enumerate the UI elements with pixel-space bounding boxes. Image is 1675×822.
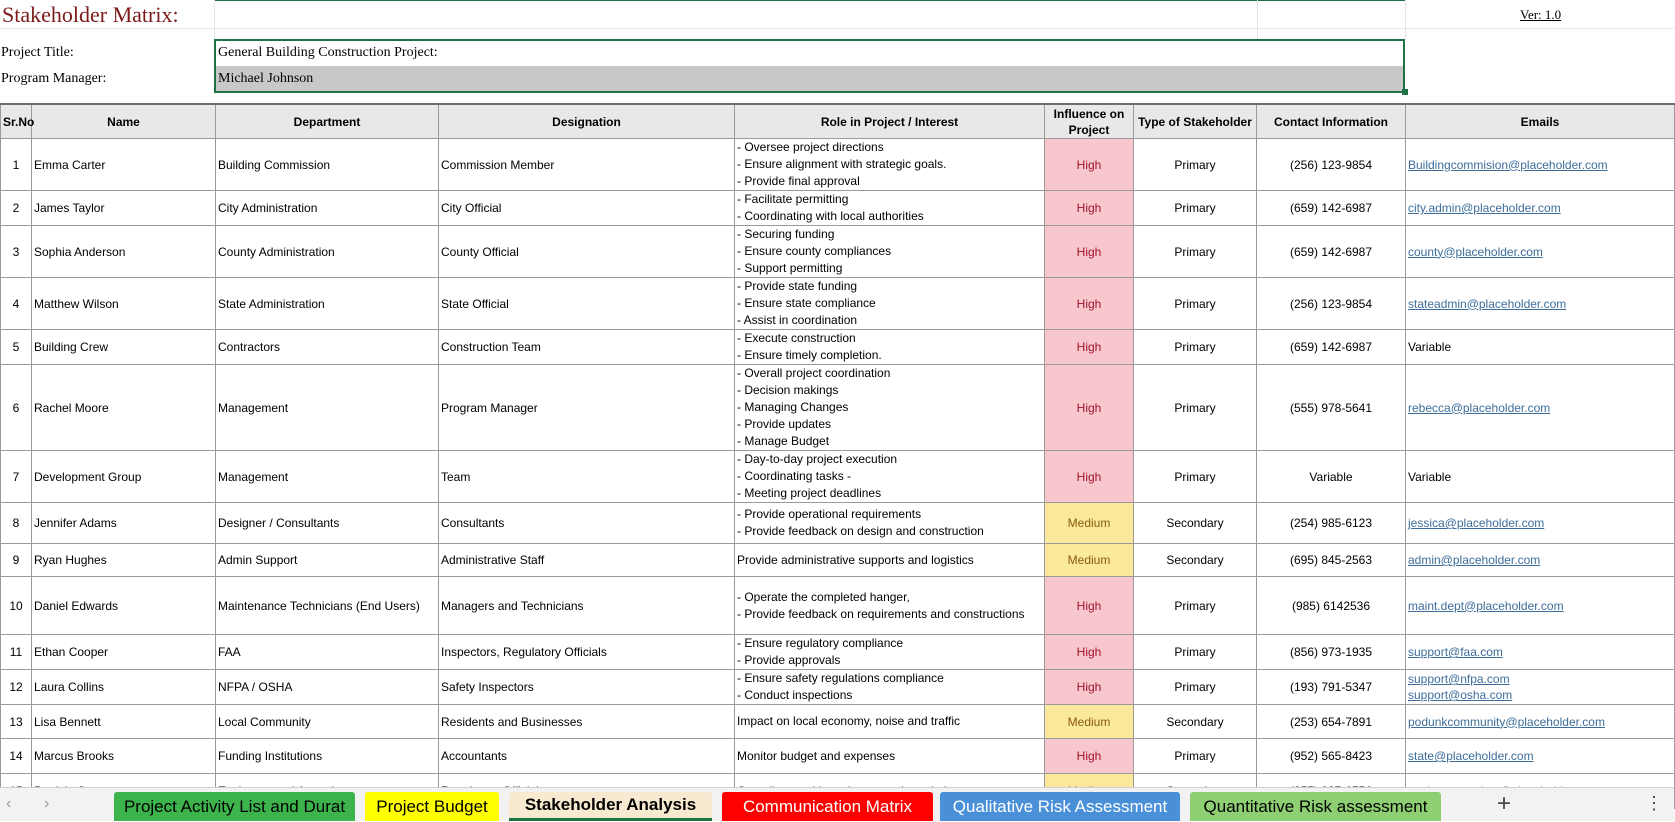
- cell-influence[interactable]: High: [1045, 739, 1134, 774]
- cell-sr-no[interactable]: 10: [1, 577, 32, 635]
- sheet-tab[interactable]: Qualitative Risk Assessment: [940, 792, 1180, 821]
- cell-name[interactable]: Marcus Brooks: [32, 739, 216, 774]
- cell-designation[interactable]: Team: [439, 451, 735, 503]
- cell-role[interactable]: [735, 635, 1045, 670]
- gridline: [1257, 0, 1258, 40]
- email-link[interactable]: admin@placeholder.com: [1408, 553, 1541, 567]
- cell-department[interactable]: Building Commission: [216, 139, 439, 191]
- version-label[interactable]: Ver: 1.0: [1520, 7, 1562, 22]
- email-link[interactable]: support@nfpa.com: [1408, 672, 1510, 686]
- cell-type[interactable]: Primary: [1134, 635, 1257, 670]
- cell-role[interactable]: [735, 705, 1045, 739]
- cell-designation[interactable]: Commission Member: [439, 139, 735, 191]
- cell-type[interactable]: Primary: [1134, 139, 1257, 191]
- cell-type[interactable]: Primary: [1134, 451, 1257, 503]
- cell-influence[interactable]: High: [1045, 330, 1134, 365]
- cell-designation[interactable]: Managers and Technicians: [439, 577, 735, 635]
- role-line: - Ensure safety regulations compliance: [737, 671, 944, 685]
- stakeholder-table: [0, 103, 1675, 809]
- email-link[interactable]: support@osha.com: [1408, 688, 1513, 702]
- sheet-tab[interactable]: Stakeholder Analysis: [509, 792, 712, 821]
- project-title-label: Project Title:: [1, 45, 74, 60]
- role-line: - Provide operational requirements: [737, 507, 922, 521]
- email-link[interactable]: Buildingcommision@placeholder.com: [1408, 157, 1608, 172]
- email-link[interactable]: rebecca@placeholder.com: [1408, 400, 1551, 415]
- cell-name[interactable]: James Taylor: [32, 191, 216, 226]
- cell-type[interactable]: Secondary: [1134, 544, 1257, 577]
- table-row: [1, 330, 1675, 365]
- header-influence[interactable]: Influence on Project: [1045, 104, 1134, 139]
- cell-role[interactable]: [735, 503, 1045, 544]
- cell-department[interactable]: State Administration: [216, 278, 439, 330]
- email-link[interactable]: podunkcommunity@placeholder.com: [1408, 714, 1605, 729]
- cell-sr-no[interactable]: 4: [1, 278, 32, 330]
- header-role[interactable]: Role in Project / Interest: [735, 104, 1045, 139]
- cell-department[interactable]: Maintenance Technicians (End Users): [216, 577, 439, 635]
- cell-emails[interactable]: [1406, 544, 1675, 577]
- table-row: [1, 670, 1675, 705]
- table-row: [1, 226, 1675, 278]
- cell-department[interactable]: County Administration: [216, 226, 439, 278]
- cell-name[interactable]: Daniel Edwards: [32, 577, 216, 635]
- cell-influence[interactable]: High: [1045, 226, 1134, 278]
- sheet-tab[interactable]: Quantitative Risk assessment: [1190, 792, 1441, 821]
- cell-designation[interactable]: Program Manager: [439, 365, 735, 451]
- cell-emails[interactable]: [1406, 705, 1675, 739]
- cell-type[interactable]: Primary: [1134, 670, 1257, 705]
- cell-contact[interactable]: (985) 6142536: [1257, 577, 1406, 635]
- role-line: - Coordinating with local authorities: [737, 209, 924, 223]
- cell-type[interactable]: Secondary: [1134, 705, 1257, 739]
- email-text: Variable: [1408, 469, 1452, 484]
- cell-designation[interactable]: Safety Inspectors: [439, 670, 735, 705]
- cell-influence[interactable]: High: [1045, 451, 1134, 503]
- cell-department[interactable]: Designer / Consultants: [216, 503, 439, 544]
- cell-designation[interactable]: Consultants: [439, 503, 735, 544]
- header-type[interactable]: Type of Stakeholder: [1134, 104, 1257, 139]
- table-row: [1, 577, 1675, 635]
- cell-contact[interactable]: (555) 978-5641: [1257, 365, 1406, 451]
- role-line: - Provide updates: [737, 417, 832, 431]
- gridline: [1405, 0, 1406, 40]
- cell-department[interactable]: NFPA / OSHA: [216, 670, 439, 705]
- cell-contact[interactable]: (256) 123-9854: [1257, 278, 1406, 330]
- cell-emails[interactable]: [1406, 330, 1675, 365]
- email-link[interactable]: county@placeholder.com: [1408, 244, 1543, 259]
- sheet-tab[interactable]: Project Activity List and Durat: [114, 792, 355, 821]
- header-sr-no[interactable]: Sr.No: [1, 104, 32, 139]
- cell-sr-no[interactable]: 7: [1, 451, 32, 503]
- gridline: [0, 28, 1674, 29]
- cell-sr-no[interactable]: 3: [1, 226, 32, 278]
- role-line: - Day-to-day project execution: [737, 452, 898, 466]
- email-link[interactable]: stateadmin@placeholder.com: [1408, 296, 1567, 311]
- cell-influence[interactable]: Medium: [1045, 503, 1134, 544]
- cell-type[interactable]: Primary: [1134, 577, 1257, 635]
- cell-contact[interactable]: (254) 985-6123: [1257, 503, 1406, 544]
- cell-role[interactable]: [735, 139, 1045, 191]
- email-link[interactable]: support@faa.com: [1408, 645, 1503, 659]
- cell-contact[interactable]: Variable: [1257, 451, 1406, 503]
- cell-influence[interactable]: Medium: [1045, 544, 1134, 577]
- cell-department[interactable]: Management: [216, 365, 439, 451]
- cell-designation[interactable]: Accountants: [439, 739, 735, 774]
- role-line: - Support permitting: [737, 261, 843, 275]
- cell-emails[interactable]: [1406, 670, 1675, 705]
- sheet-tab[interactable]: Communication Matrix: [722, 792, 933, 821]
- cell-department[interactable]: Contractors: [216, 330, 439, 365]
- role-line: - Conduct inspections: [737, 688, 853, 702]
- table-row: [1, 365, 1675, 451]
- chevron-right-icon[interactable]: ›: [44, 795, 50, 812]
- cell-role[interactable]: [735, 577, 1045, 635]
- cell-contact[interactable]: (952) 565-8423: [1257, 739, 1406, 774]
- role-line: - Ensure regulatory compliance: [737, 636, 904, 650]
- role-line: - Oversee project directions: [737, 140, 884, 154]
- cell-sr-no[interactable]: 5: [1, 330, 32, 365]
- cell-name[interactable]: Rachel Moore: [32, 365, 216, 451]
- cell-sr-no[interactable]: 8: [1, 503, 32, 544]
- cell-name[interactable]: Building Crew: [32, 330, 216, 365]
- cell-emails[interactable]: [1406, 635, 1675, 670]
- role-line: Impact on local economy, noise and traffic: [737, 714, 961, 728]
- cell-role[interactable]: [735, 365, 1045, 451]
- table-row: [1, 544, 1675, 577]
- cell-department[interactable]: City Administration: [216, 191, 439, 226]
- role-line: - Provide feedback on design and construction: [737, 524, 984, 538]
- header-designation[interactable]: Designation: [439, 104, 735, 139]
- cell-influence[interactable]: High: [1045, 365, 1134, 451]
- cell-department[interactable]: Admin Support: [216, 544, 439, 577]
- cell-type[interactable]: Primary: [1134, 330, 1257, 365]
- role-line: - Decision makings: [737, 383, 839, 397]
- cell-sr-no[interactable]: 1: [1, 139, 32, 191]
- table-row: [1, 278, 1675, 330]
- cell-sr-no[interactable]: 6: [1, 365, 32, 451]
- table-row: [1, 739, 1675, 774]
- role-line: - Provide final approval: [737, 174, 860, 188]
- role-line: - Ensure alignment with strategic goals.: [737, 157, 947, 171]
- table-row: [1, 635, 1675, 670]
- program-manager-label: Program Manager:: [1, 71, 107, 86]
- cell-emails[interactable]: [1406, 451, 1675, 503]
- cell-influence[interactable]: High: [1045, 635, 1134, 670]
- cell-name[interactable]: Emma Carter: [32, 139, 216, 191]
- cell-influence[interactable]: Medium: [1045, 705, 1134, 739]
- cell-sr-no[interactable]: 13: [1, 705, 32, 739]
- cell-designation[interactable]: Residents and Businesses: [439, 705, 735, 739]
- project-title-value[interactable]: General Building Construction Project:: [218, 45, 438, 60]
- table-row: [1, 451, 1675, 503]
- role-line: - Meeting project deadlines: [737, 486, 882, 500]
- cell-emails[interactable]: [1406, 278, 1675, 330]
- cell-influence[interactable]: High: [1045, 191, 1134, 226]
- header-contact[interactable]: Contact Information: [1257, 104, 1406, 139]
- table-row: [1, 139, 1675, 191]
- email-text: Variable: [1408, 340, 1452, 354]
- cell-department[interactable]: Local Community: [216, 705, 439, 739]
- cell-role[interactable]: [735, 739, 1045, 774]
- cell-designation[interactable]: City Official: [439, 191, 735, 226]
- cell-sr-no[interactable]: 9: [1, 544, 32, 577]
- role-line: - Facilitate permitting: [737, 192, 849, 206]
- cell-contact[interactable]: (659) 142-6987: [1257, 330, 1406, 365]
- role-line: - Ensure state compliance: [737, 296, 876, 310]
- role-line: - Provide feedback on requirements and constructions: [737, 606, 1025, 621]
- role-line: - Coordinating tasks -: [737, 469, 852, 483]
- cell-sr-no[interactable]: 14: [1, 739, 32, 774]
- role-line: - Ensure county compliances: [737, 244, 892, 258]
- table-row: [1, 503, 1675, 544]
- role-line: - Execute construction: [737, 331, 856, 345]
- role-line: - Overall project coordination: [737, 366, 891, 380]
- cell-contact[interactable]: (695) 845-2563: [1257, 544, 1406, 577]
- role-line: Provide administrative supports and logistics: [737, 552, 974, 567]
- gridline: [214, 0, 215, 40]
- cell-type[interactable]: Primary: [1134, 739, 1257, 774]
- cell-name[interactable]: Sophia Anderson: [32, 226, 216, 278]
- role-line: Monitor budget and expenses: [737, 748, 896, 763]
- email-link[interactable]: city.admin@placeholder.com: [1408, 201, 1561, 215]
- cell-name[interactable]: Lisa Bennett: [32, 705, 216, 739]
- program-manager-value[interactable]: Michael Johnson: [218, 71, 314, 86]
- fill-handle[interactable]: [1402, 89, 1408, 95]
- email-link[interactable]: jessica@placeholder.com: [1408, 516, 1545, 530]
- role-line: - Assist in coordination: [737, 313, 858, 327]
- email-link[interactable]: state@placeholder.com: [1408, 749, 1534, 763]
- cell-emails[interactable]: [1406, 191, 1675, 226]
- cell-designation[interactable]: County Official: [439, 226, 735, 278]
- role-line: - Provide state funding: [737, 279, 858, 293]
- cell-role[interactable]: [735, 670, 1045, 705]
- cell-type[interactable]: Primary: [1134, 365, 1257, 451]
- header-name[interactable]: Name: [32, 104, 216, 139]
- cell-emails[interactable]: [1406, 365, 1675, 451]
- cell-influence[interactable]: High: [1045, 278, 1134, 330]
- cell-designation[interactable]: Administrative Staff: [439, 544, 735, 577]
- cell-department[interactable]: Funding Institutions: [216, 739, 439, 774]
- cell-emails[interactable]: [1406, 739, 1675, 774]
- cell-influence[interactable]: High: [1045, 577, 1134, 635]
- cell-emails[interactable]: [1406, 503, 1675, 544]
- cell-name[interactable]: Ryan Hughes: [32, 544, 216, 577]
- header-row: [1, 104, 1675, 139]
- cell-type[interactable]: Primary: [1134, 226, 1257, 278]
- cell-name[interactable]: Jennifer Adams: [32, 503, 216, 544]
- sheet-title: Stakeholder Matrix:: [2, 2, 179, 27]
- cell-role[interactable]: [735, 278, 1045, 330]
- chevron-left-icon[interactable]: ‹: [6, 795, 12, 812]
- cell-type[interactable]: Primary: [1134, 191, 1257, 226]
- header-emails[interactable]: Emails: [1406, 104, 1675, 139]
- cell-designation[interactable]: Inspectors, Regulatory Officials: [439, 635, 735, 670]
- cell-contact[interactable]: (659) 142-6987: [1257, 226, 1406, 278]
- role-line: - Managing Changes: [737, 400, 849, 414]
- cell-contact[interactable]: (193) 791-5347: [1257, 670, 1406, 705]
- table-row: [1, 191, 1675, 226]
- cell-emails[interactable]: [1406, 577, 1675, 635]
- vertical-ellipsis-icon[interactable]: ⋮: [1645, 793, 1663, 813]
- table-row: [1, 705, 1675, 739]
- cell-designation[interactable]: Construction Team: [439, 330, 735, 365]
- role-line: - Securing funding: [737, 227, 835, 241]
- role-line: - Manage Budget: [737, 434, 830, 448]
- cell-name[interactable]: Ethan Cooper: [32, 635, 216, 670]
- cell-emails[interactable]: [1406, 226, 1675, 278]
- cell-contact[interactable]: (253) 654-7891: [1257, 705, 1406, 739]
- cell-role[interactable]: [735, 330, 1045, 365]
- role-line: - Operate the completed hanger,: [737, 589, 910, 604]
- role-line: - Ensure timely completion.: [737, 348, 882, 362]
- cell-department[interactable]: Management: [216, 451, 439, 503]
- cell-influence[interactable]: High: [1045, 670, 1134, 705]
- cell-role[interactable]: [735, 451, 1045, 503]
- cell-name[interactable]: Laura Collins: [32, 670, 216, 705]
- cell-emails[interactable]: [1406, 139, 1675, 191]
- cell-sr-no[interactable]: 2: [1, 191, 32, 226]
- cell-type[interactable]: Primary: [1134, 278, 1257, 330]
- header-department[interactable]: Department: [216, 104, 439, 139]
- plus-icon[interactable]: +: [1497, 790, 1512, 817]
- cell-type[interactable]: Secondary: [1134, 503, 1257, 544]
- cell-role[interactable]: [735, 191, 1045, 226]
- cell-contact[interactable]: (856) 973-1935: [1257, 635, 1406, 670]
- cell-name[interactable]: Development Group: [32, 451, 216, 503]
- email-link[interactable]: maint.dept@placeholder.com: [1408, 598, 1564, 613]
- sheet-tab[interactable]: Project Budget: [365, 792, 499, 821]
- selection-top-border: [215, 0, 1405, 1]
- role-line: - Provide approvals: [737, 653, 841, 667]
- sheet-tab-bar: [0, 787, 1674, 821]
- cell-sr-no[interactable]: 11: [1, 635, 32, 670]
- cell-sr-no[interactable]: 12: [1, 670, 32, 705]
- cell-role[interactable]: [735, 226, 1045, 278]
- cell-influence[interactable]: High: [1045, 139, 1134, 191]
- cell-name[interactable]: Matthew Wilson: [32, 278, 216, 330]
- cell-designation[interactable]: State Official: [439, 278, 735, 330]
- cell-contact[interactable]: (659) 142-6987: [1257, 191, 1406, 226]
- cell-department[interactable]: FAA: [216, 635, 439, 670]
- cell-contact[interactable]: (256) 123-9854: [1257, 139, 1406, 191]
- cell-role[interactable]: [735, 544, 1045, 577]
